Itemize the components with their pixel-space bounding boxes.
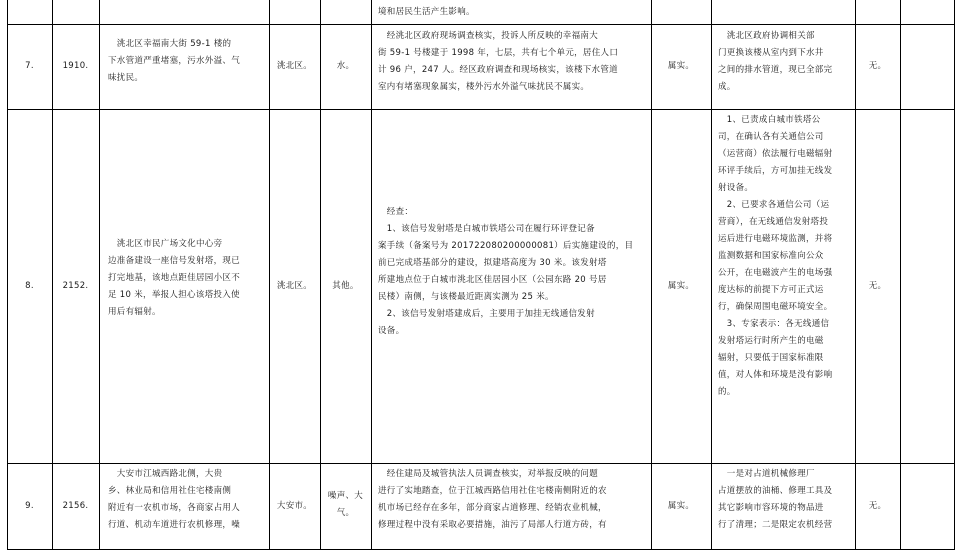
grid-line [7,109,955,110]
verdict: 属实。 [667,61,695,71]
case-code: 2156. [62,501,89,511]
findings-text: 经住建局及城管执法人员调查核实，对举报反映的问题 进行了实地踏查，位于江城西路信用社住宅楼南侧附近的农 机市场已经存在多年，部分商家占道修理、经销农业机械， 修理过程中没有采取必要措施，油污了局部人行道方砖，有 [378,469,607,530]
grid-line [900,0,901,550]
complaint-text: 洮北区市民广场文化中心旁 边准备建设一座信号发射塔，现已 打完地基，该地点距佳居园小区不 足 10 米，举报人担心该塔投入使 用后有辐射。 [108,239,241,317]
district: 大安市。 [276,501,313,511]
grid-line [711,0,712,550]
findings-text: 经查： 1、该信号发射塔是白城市铁塔公司在履行环评登记备 案手续（备案号为 201722080200000081）后实施建设的，目 前已完成塔基部分的建设，拟建塔高度为 30 米。该发射塔 所建地点位于白城市洮北区佳居园小区（公园东路 20 号居 民楼）南侧，与该楼最近距离实测为 25 米。 2、该信号发射塔建成后，主要用于加挂无线通信发射 设备。 [378,207,634,336]
grid-line [269,0,270,550]
handling-text: 洮北区政府协调相关部 门更换该楼从室内到下水井 之间的排水管道，现已全部完 成。 [718,31,833,92]
grid-line [651,0,652,550]
verdict: 属实。 [667,501,695,511]
verdict: 属实。 [667,281,695,291]
grid-line [7,24,955,25]
complaint-text: 洮北区幸福南大街 59-1 楼的 下水管道严重堵塞，污水外溢、气 味扰民。 [108,39,241,83]
row-number: 9. [25,501,34,511]
findings-text: 经洮北区政府现场调查核实，投诉人所反映的幸福南大 街 59-1 号楼建于 1998 年，七层，共有七个单元，居住人口 计 96 户，247 人。经区政府调查和现场核实，该楼下水管道 室内有堵塞现象属实，楼外污水外溢气味扰民不属实。 [378,31,619,92]
district: 洮北区。 [276,61,313,71]
grid-line [99,0,100,550]
grid-line [52,0,53,550]
continued-text: 境和居民生活产生影响。 [378,7,475,17]
accountability: 无。 [868,501,887,511]
pollution-type: 水。 [336,61,355,71]
grid-line [7,0,8,550]
accountability: 无。 [868,281,887,291]
pollution-type: 噪声、大 气。 [327,491,364,518]
handling-text: 1、已责成白城市铁塔公 司，在确认各有关通信公司 （运营商）依法履行电磁辐射 环评手续后，方可加挂无线发 射设备。 2、已要求各通信公司（运 营商），在无线通信发射塔投 运后进行电磁环境监测，并将 监测数据和国家标准向公众 公开，在电磁波产生的电场强 度达标的前提下方可正式运 行，确保周围电磁环境安全。 3、专家表示：各无线通信 发射塔运行时所产生的电磁 辐射，只要低于国家标准限 值，对人体和环境是没有影响 的。 [718,115,833,397]
case-code: 2152. [62,281,89,291]
grid-line [7,463,955,464]
complaint-text: 大安市江城西路北侧，大贵 乡、林业局和信用社住宅楼南侧 附近有一农机市场，各商家占用人 行道、机动车道进行农机修理，噪 [108,469,241,530]
grid-line [371,0,372,550]
grid-line [855,0,856,550]
row-number: 8. [25,281,34,291]
district: 洮北区。 [276,281,313,291]
grid-line [320,0,321,550]
pollution-type: 其他。 [332,281,359,291]
accountability: 无。 [868,61,887,71]
row-number: 7. [25,61,34,71]
handling-text: 一是对占道机械修理厂 占道摆放的油桶、修理工具及 其它影响市容环境的物品进 行了清理；二是限定农机经营 [718,469,833,530]
case-code: 1910. [62,61,89,71]
